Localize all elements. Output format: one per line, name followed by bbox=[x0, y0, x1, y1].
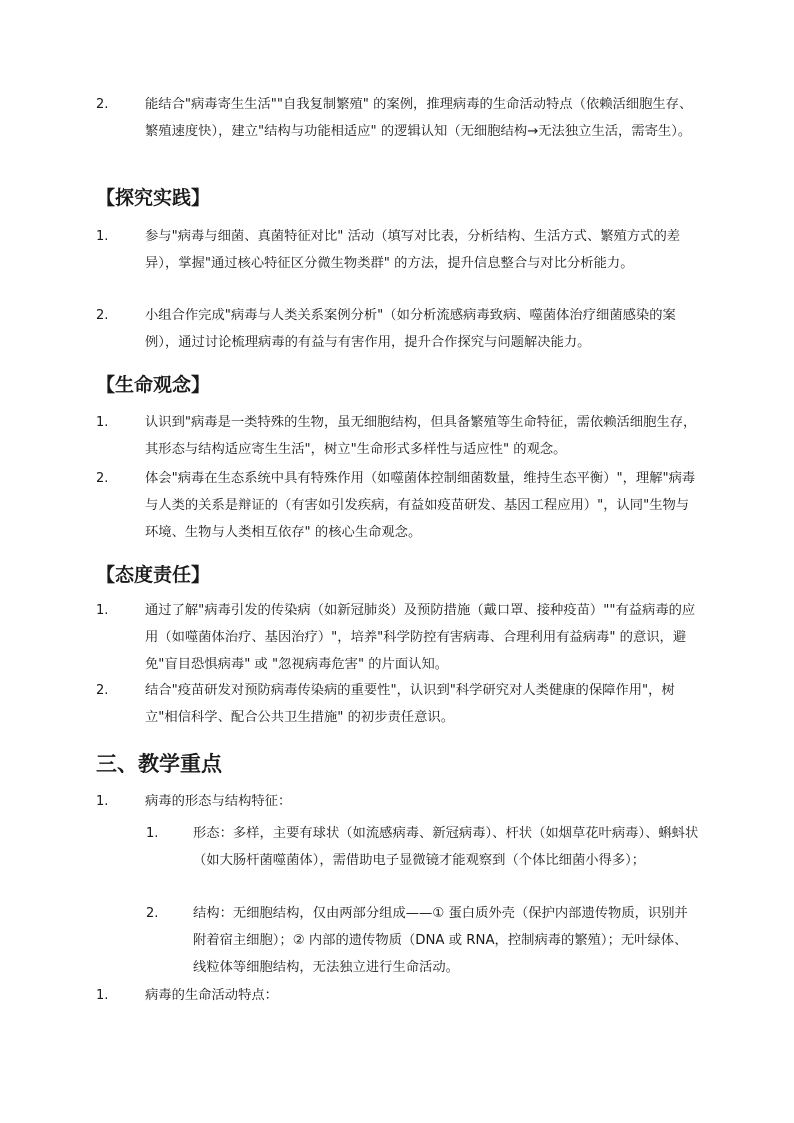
list-number: 1. bbox=[96, 794, 109, 809]
list-number: 1. bbox=[96, 603, 109, 618]
list-text: 能结合"病毒寄生生活""自我复制繁殖" 的案例，推理病毒的生命活动特点（依赖活细胞生存、繁殖速度快），建立"结构与功能相适应" 的逻辑认知（无细胞结构→无法独立生活，需寄生）。 bbox=[145, 97, 693, 139]
list-text: 病毒的生命活动特点： bbox=[145, 988, 278, 1003]
list-text: 参与"病毒与细菌、真菌特征对比" 活动（填写对比表，分析结构、生活方式、繁殖方式的差异），掌握"通过核心特征区分微生物类群" 的方法，提升信息整合与对比分析能力。 bbox=[145, 229, 681, 271]
list-text: 体会"病毒在生态系统中具有特殊作用（如噬菌体控制细菌数量，维持生态平衡）"，理解"病毒与人类的关系是辩证的（有害如引发疾病，有益如疫苗研发、基因工程应用）"，认同"生物与环境、生物与人类相互依存" 的核心生命观念。 bbox=[145, 471, 696, 540]
list-number: 1. bbox=[96, 988, 109, 1003]
list-number: 2. bbox=[96, 471, 109, 486]
list-text: 通过了解"病毒引发的传染病（如新冠肺炎）及预防措施（戴口罩、接种疫苗）""有益病毒的应用（如噬菌体治疗、基因治疗）"，培养"科学防控有害病毒、合理利用有益病毒" 的意识，避免"盲目恐惧病毒" 或 "忽视病毒危害" 的片面认知。 bbox=[145, 603, 696, 672]
list-number: 1. bbox=[96, 415, 109, 430]
list-text: 认识到"病毒是一类特殊的生物，虽无细胞结构，但具备繁殖等生命特征，需依赖活细胞生存，其形态与结构适应寄生生活"，树立"生命形式多样性与适应性" 的观念。 bbox=[145, 415, 697, 457]
list-number: 2. bbox=[96, 308, 109, 323]
section-title: 三、教学重点 bbox=[96, 752, 222, 776]
list-text: 结合"疫苗研发对预防病毒传染病的重要性"，认识到"科学研究对人类健康的保障作用"，树立"相信科学、配合公共卫生措施" 的初步责任意识。 bbox=[145, 683, 675, 725]
list-text: 结构：无细胞结构，仅由两部分组成——① 蛋白质外壳（保护内部遗传物质，识别并附着宿主细胞）；② 内部的遗传物质（DNA 或 RNA，控制病毒的繁殖）；无叶绿体、线粒体等细胞结构，无法独立进行生命活动。 bbox=[193, 906, 688, 975]
heading-tanjiu: 【探究实践】 bbox=[96, 187, 211, 209]
list-text: 小组合作完成"病毒与人类关系案例分析"（如分析流感病毒致病、噬菌体治疗细菌感染的案例），通过讨论梳理病毒的有益与有害作用，提升合作探究与问题解决能力。 bbox=[145, 308, 676, 350]
list-text: 形态：多样，主要有球状（如流感病毒、新冠病毒）、杆状（如烟草花叶病毒）、蝌蚪状（如大肠杆菌噬菌体），需借助电子显微镜才能观察到（个体比细菌小得多）； bbox=[193, 826, 699, 868]
list-number: 2. bbox=[146, 906, 159, 921]
list-number: 1. bbox=[146, 826, 159, 841]
list-number: 1. bbox=[96, 229, 109, 244]
list-number: 2. bbox=[96, 97, 109, 112]
list-number: 2. bbox=[96, 683, 109, 698]
heading-taidu: 【态度责任】 bbox=[96, 564, 211, 586]
heading-shengming: 【生命观念】 bbox=[96, 374, 211, 396]
list-text: 病毒的形态与结构特征： bbox=[145, 794, 292, 809]
